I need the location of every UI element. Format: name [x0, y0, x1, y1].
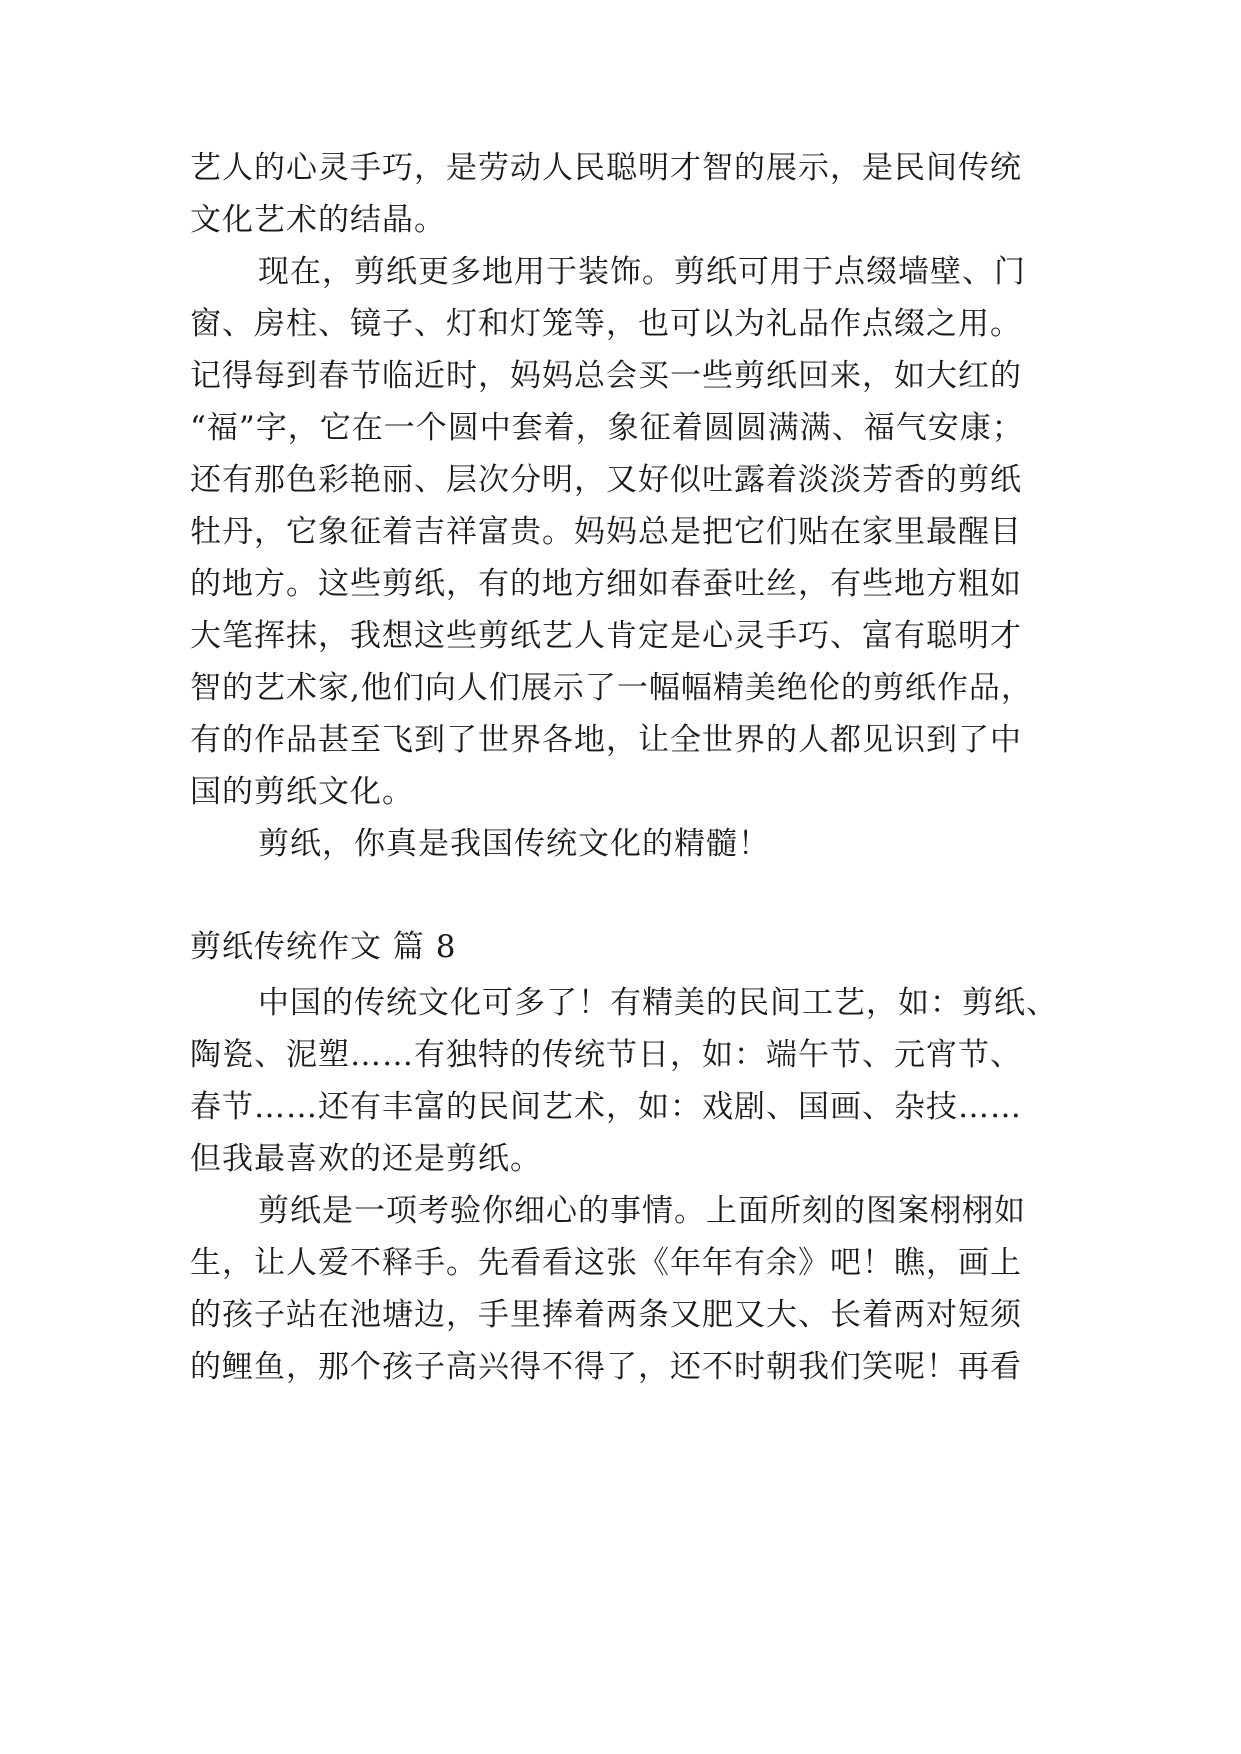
text-line: 记得每到春节临近时，妈妈总会买一些剪纸回来，如大红的 [190, 358, 1022, 394]
section-heading: 剪纸传统作文 篇 8 [190, 929, 457, 965]
text-line: 但我最喜欢的还是剪纸。 [190, 1141, 542, 1177]
text-line: 的地方。这些剪纸，有的地方细如春蚕吐丝，有些地方粗如 [190, 566, 1022, 602]
text-line: 有的作品甚至飞到了世界各地，让全世界的人都见识到了中 [190, 722, 1022, 758]
text-line: 智的艺术家,他们向人们展示了一幅幅精美绝伦的剪纸作品， [190, 670, 1033, 706]
text-line: 窗、房柱、镜子、灯和灯笼等，也可以为礼品作点缀之用。 [190, 306, 1022, 342]
text-line: “福”字，它在一个圆中套着，象征着圆圆满满、福气安康； [190, 410, 1024, 446]
text-line: 大笔挥抹，我想这些剪纸艺人肯定是心灵手巧、富有聪明才 [190, 618, 1022, 654]
text-line: 还有那色彩艳丽、层次分明，又好似吐露着淡淡芳香的剪纸 [190, 462, 1022, 498]
text-line: 的孩子站在池塘边，手里捧着两条又肥又大、长着两对短须 [190, 1297, 1022, 1333]
text-line: 生，让人爱不释手。先看看这张《年年有余》吧！瞧，画上 [190, 1245, 1022, 1281]
paragraph-start-line: 剪纸，你真是我国传统文化的精髓！ [258, 826, 770, 862]
paragraph-start-line: 剪纸是一项考验你细心的事情。上面所刻的图案栩栩如 [258, 1193, 1026, 1229]
paragraph-start-line: 现在，剪纸更多地用于装饰。剪纸可用于点缀墙壁、门 [258, 254, 1026, 290]
paragraph-start-line: 中国的传统文化可多了！有精美的民间工艺，如：剪纸、 [258, 985, 1058, 1021]
text-line: 春节……还有丰富的民间艺术，如：戏剧、国画、杂技…… [190, 1089, 1022, 1125]
text-line: 陶瓷、泥塑……有独特的传统节日，如：端午节、元宵节、 [190, 1037, 1022, 1073]
text-line: 艺人的心灵手巧，是劳动人民聪明才智的展示，是民间传统 [190, 150, 1022, 186]
text-line: 文化艺术的结晶。 [190, 202, 446, 238]
text-line: 的鲤鱼，那个孩子高兴得不得了，还不时朝我们笑呢！再看 [190, 1349, 1022, 1385]
text-line: 牡丹，它象征着吉祥富贵。妈妈总是把它们贴在家里最醒目 [190, 514, 1022, 550]
text-line: 国的剪纸文化。 [190, 774, 414, 810]
